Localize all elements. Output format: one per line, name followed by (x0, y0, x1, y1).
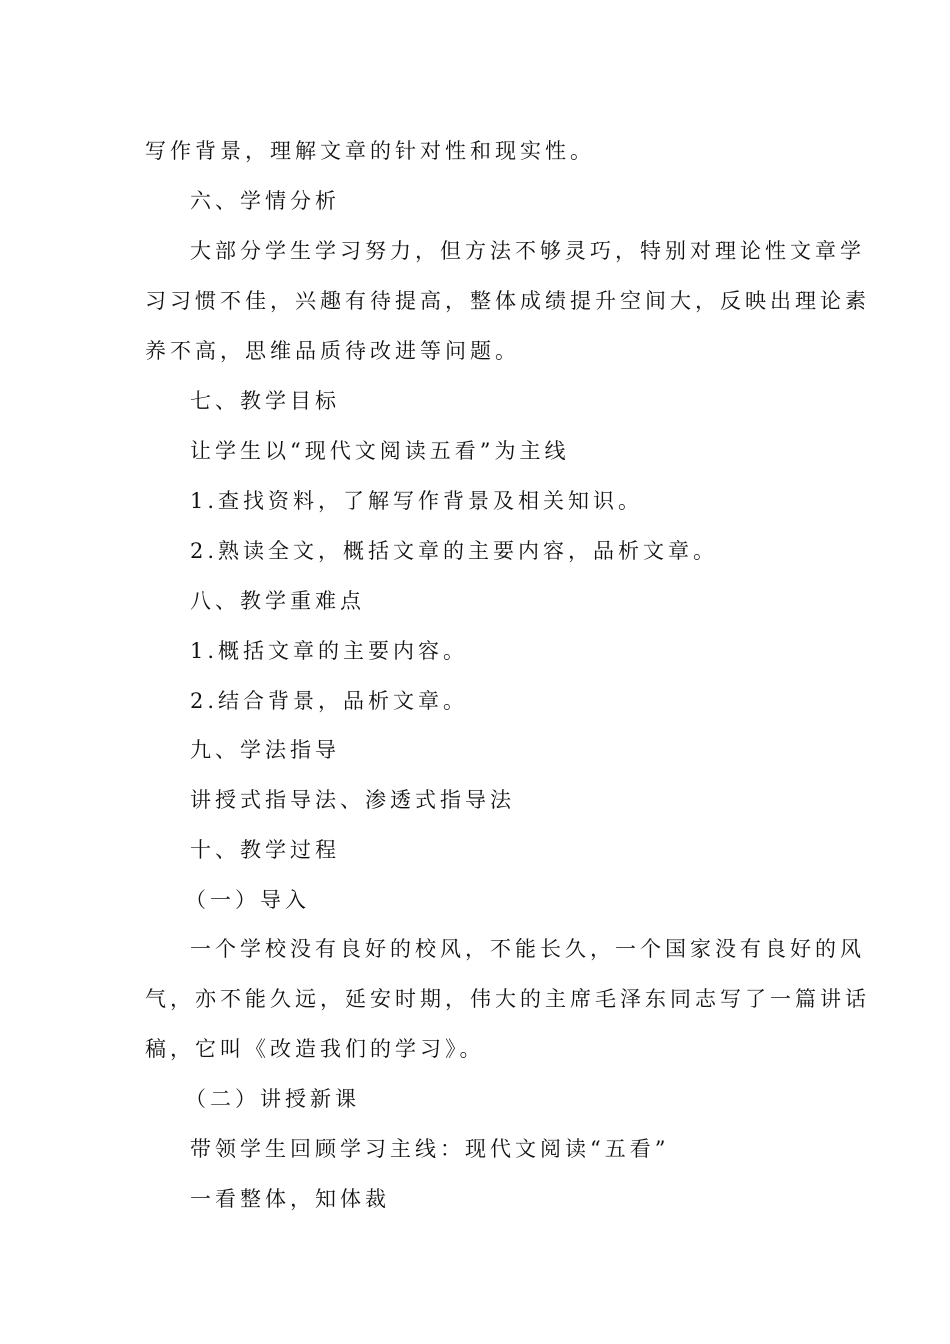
text-line: 一看整体，知体裁 (190, 1187, 390, 1211)
text-line: 稿，它叫《改造我们的学习》。 (145, 1037, 485, 1061)
list-item: 2.结合背景，品析文章。 (190, 689, 469, 713)
text-line: 养不高，思维品质待改进等问题。 (145, 339, 520, 363)
list-item: 1.概括文章的主要内容。 (190, 639, 469, 663)
section-heading: 十、教学过程 (190, 838, 340, 862)
section-heading: 七、教学目标 (190, 389, 340, 413)
section-heading: 六、学情分析 (190, 189, 340, 213)
text-line: 大部分学生学习努力，但方法不够灵巧，特别对理论性文章学 (190, 239, 865, 263)
section-heading: 八、教学重难点 (190, 589, 365, 613)
text-line: 一个学校没有良好的校风，不能长久，一个国家没有良好的风 (190, 937, 865, 961)
text-line: 气，亦不能久远，延安时期，伟大的主席毛泽东同志写了一篇讲话 (145, 987, 870, 1011)
text-line: 带领学生回顾学习主线：现代文阅读“五看” (190, 1137, 670, 1161)
text-line: 写作背景，理解文章的针对性和现实性。 (145, 139, 595, 163)
subsection-heading: （一）导入 (185, 888, 310, 912)
subsection-heading: （二）讲授新课 (185, 1087, 360, 1111)
text-line: 讲授式指导法、渗透式指导法 (190, 788, 515, 812)
list-item: 1.查找资料，了解写作背景及相关知识。 (190, 489, 644, 513)
text-line: 让学生以“现代文阅读五看”为主线 (190, 439, 570, 463)
list-item: 2.熟读全文，概括文章的主要内容，品析文章。 (190, 539, 719, 563)
text-line: 习习惯不佳，兴趣有待提高，整体成绩提升空间大，反映出理论素 (145, 289, 870, 313)
section-heading: 九、学法指导 (190, 738, 340, 762)
